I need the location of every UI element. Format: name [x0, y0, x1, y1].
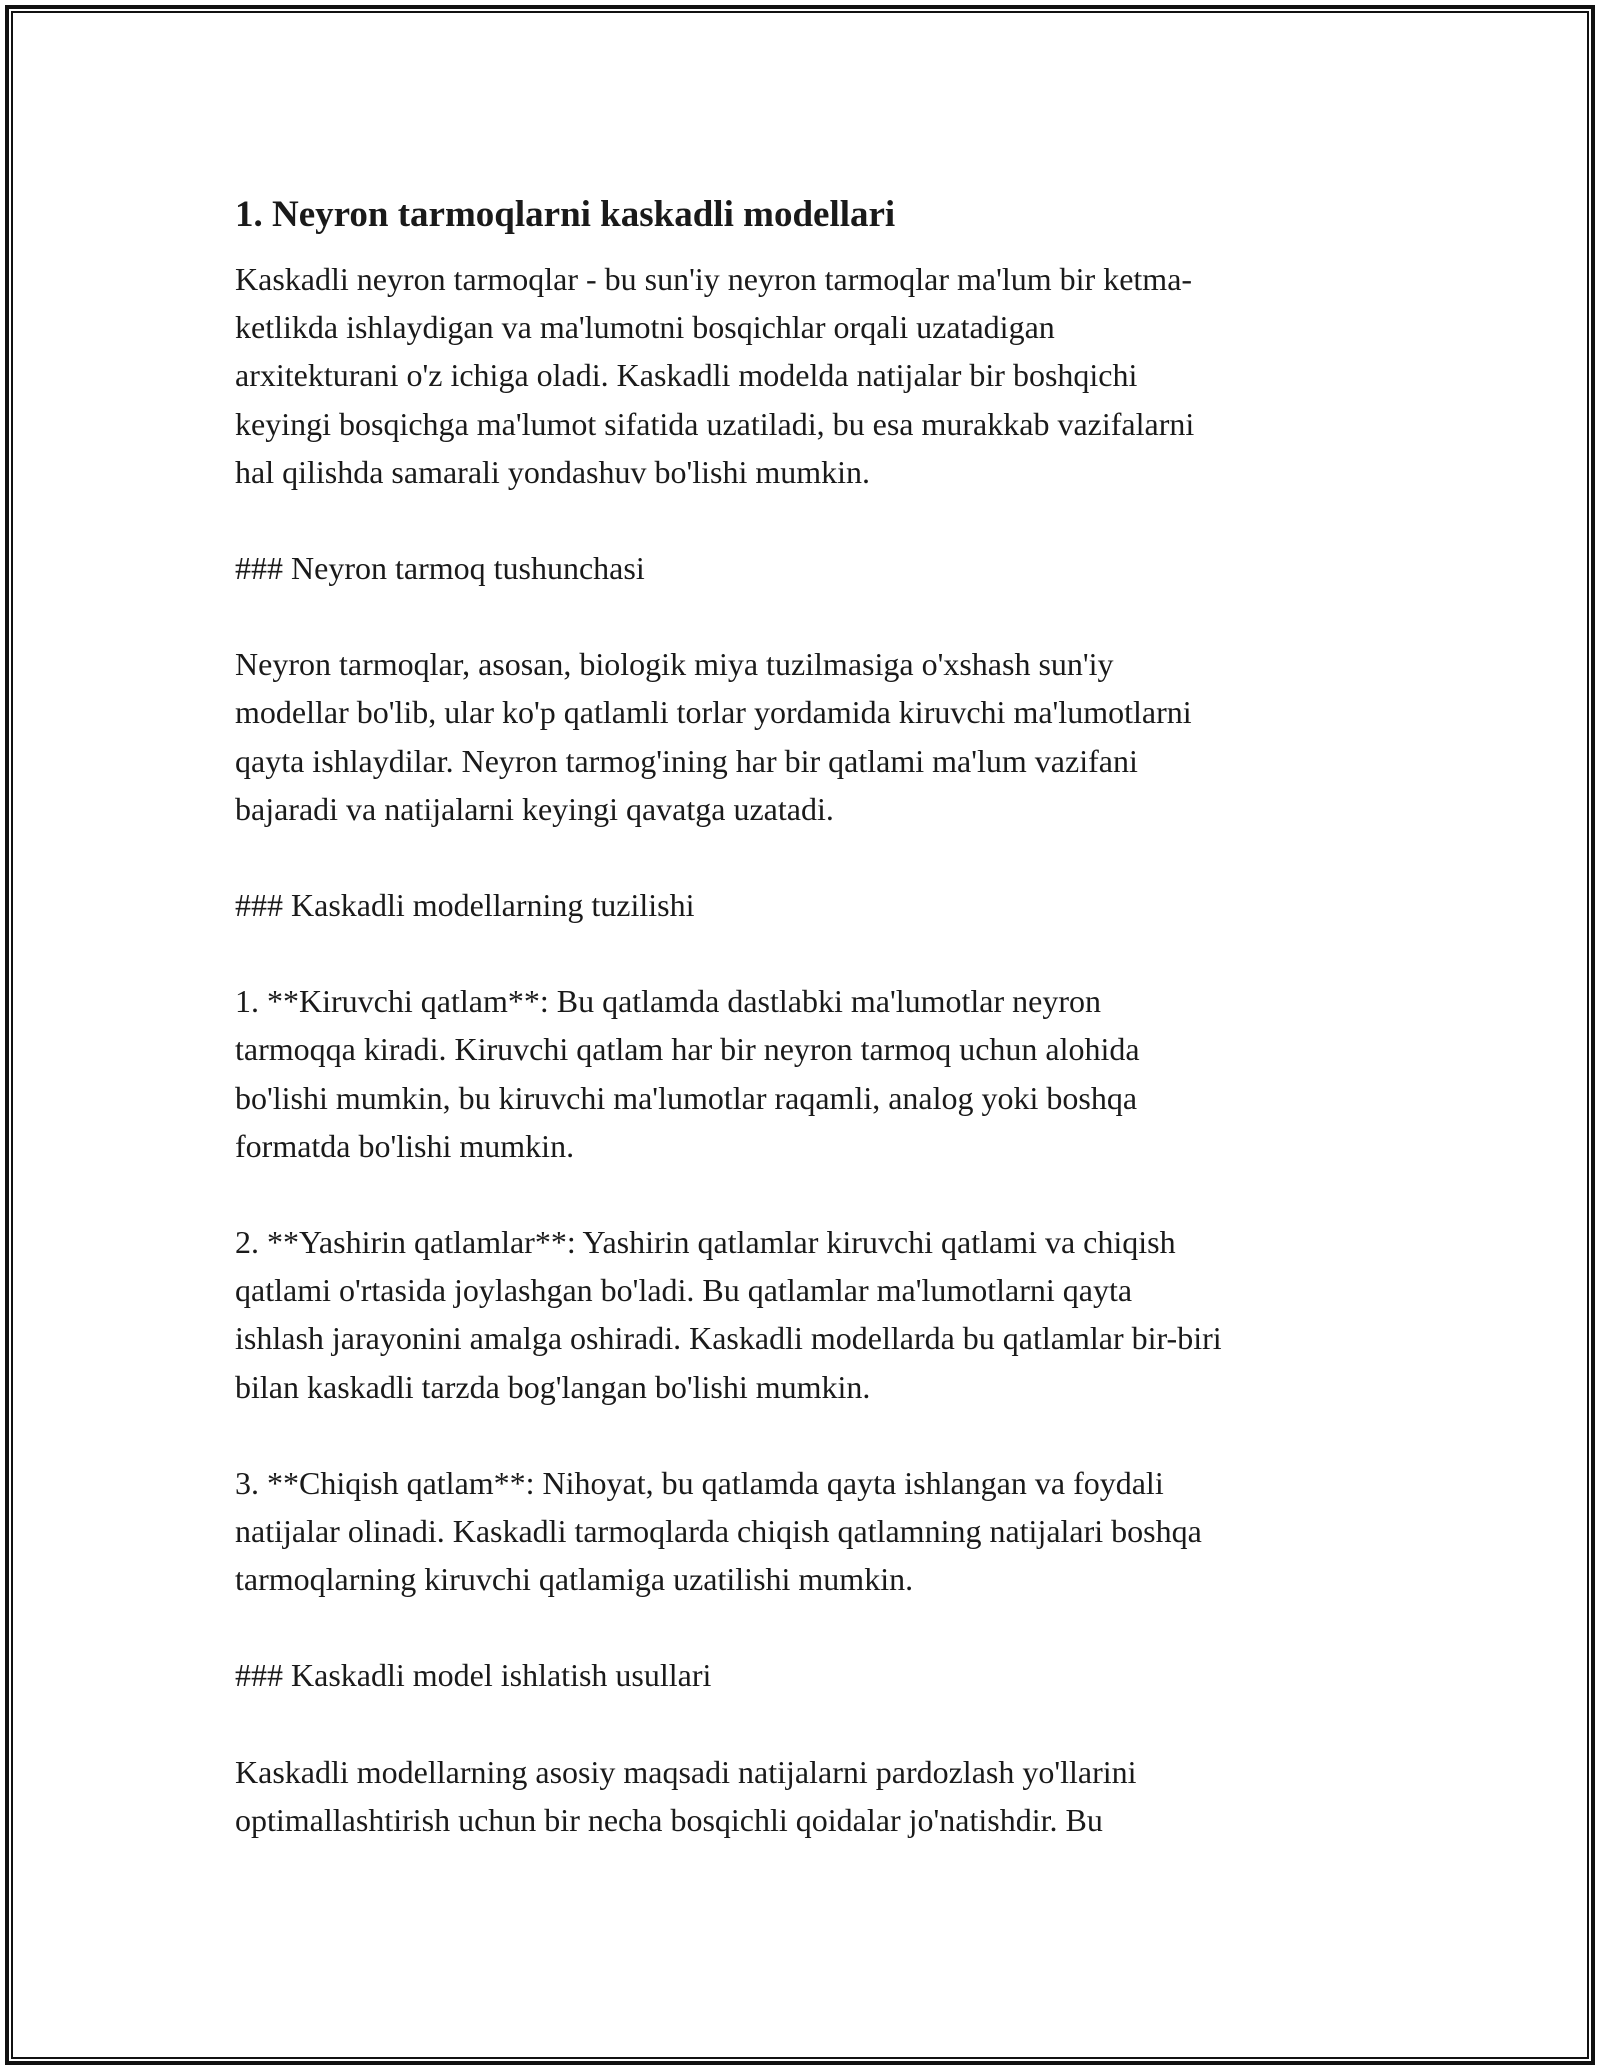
document-title: 1. Neyron tarmoqlarni kaskadli modellari — [235, 194, 896, 235]
neyron-tarmoq-paragraph: Neyron tarmoqlar, asosan, biologik miya tuzilmasiga o'xshash sun'iy modellar bo'lib, ular ko'p qatlamli torlar yordamida kiruvchi ma'lumotlarni qayta ishlaydilar. Neyron tarmog'ining har bir qatlami ma'lum vazifani bajaradi va natijalarni keyingi qavatga uzatadi. — [235, 646, 1192, 827]
list-item-yashirin-qatlamlar: 2. **Yashirin qatlamlar**: Yashirin qatlamlar kiruvchi qatlami va chiqish qatlami o'rtasida joylashgan bo'ladi. Bu qatlamlar ma'lumotlarni qayta ishlash jarayonini amalga oshiradi. Kaskadli modellarda bu qatlamlar bir-biri bilan kaskadli tarzda bog'langan bo'lishi mumkin. — [235, 1224, 1222, 1405]
list-item-kiruvchi-qatlam: 1. **Kiruvchi qatlam**: Bu qatlamda dastlabki ma'lumotlar neyron tarmoqqa kiradi. Kiruvchi qatlam har bir neyron tarmoq uchun alohida bo'lishi mumkin, bu kiruvchi ma'lumotlar raqamli, analog yoki boshqa formatda bo'lishi mumkin. — [235, 983, 1140, 1164]
section-heading-neyron-tarmoq: ### Neyron tarmoq tushunchasi — [235, 550, 645, 587]
intro-paragraph: Kaskadli neyron tarmoqlar - bu sun'iy neyron tarmoqlar ma'lum bir ketma- ketlikda ishlaydigan va ma'lumotni bosqichlar orqali uzatadigan arxitekturani o'z ichiga oladi. Kaskadli modelda natijalar bir boshqichi keyingi bosqichga ma'lumot sifatida uzatiladi, bu esa murakkab vazifalarni hal qilishda samarali yondashuv bo'lishi mumkin. — [235, 261, 1195, 490]
section-heading-usullari: ### Kaskadli model ishlatish usullari — [235, 1657, 712, 1694]
document-body — [235, 186, 1375, 1844]
usullari-paragraph: Kaskadli modellarning asosiy maqsadi natijalarni pardozlash yo'llarini optimallashtirish uchun bir necha bosqichli qoidalar jo'natishdir. Bu — [235, 1753, 1137, 1838]
section-heading-tuzilishi: ### Kaskadli modellarning tuzilishi — [235, 887, 695, 924]
list-item-chiqish-qatlam: 3. **Chiqish qatlam**: Nihoyat, bu qatlamda qayta ishlangan va foydali natijalar olinadi. Kaskadli tarmoqlarda chiqish qatlamning natijalari boshqa tarmoqlarning kiruvchi qatlamiga uzatilishi mumkin. — [235, 1464, 1202, 1598]
